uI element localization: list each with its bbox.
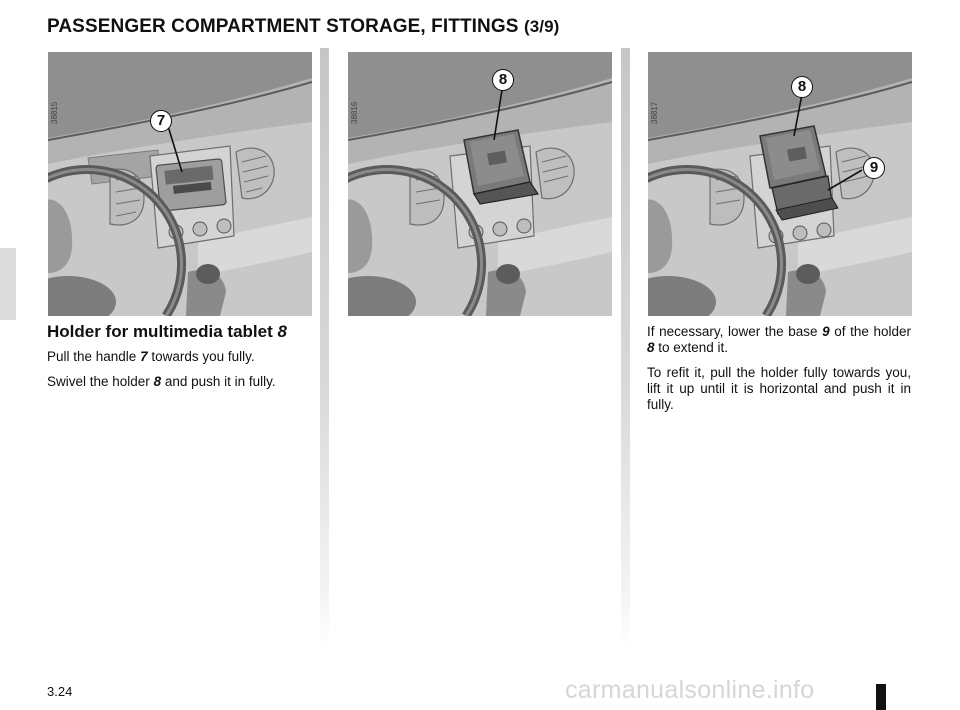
callout-8: 8 <box>492 69 514 91</box>
callout-8: 8 <box>791 76 813 98</box>
column-divider-1 <box>320 48 329 648</box>
watermark: carmanualsonline.info <box>565 676 815 704</box>
title-part-indicator: (3/9) <box>523 17 560 36</box>
title-main: PASSENGER COMPARTMENT STORAGE, FITTINGS <box>47 16 519 37</box>
heading-text: Holder for multimedia tablet <box>47 322 278 341</box>
dashboard-illustration-3 <box>648 52 912 316</box>
page-edge-marker <box>876 684 886 710</box>
figure-code-1: 38815 <box>50 101 59 124</box>
instruction-swivel-holder: Swivel the holder 8 and push it in fully. <box>47 374 276 389</box>
figure-handle-7 <box>48 52 312 316</box>
figure-code-3: 38817 <box>650 101 659 124</box>
callout-7: 7 <box>150 110 172 132</box>
figure-code-2: 38816 <box>350 101 359 124</box>
column-divider-2 <box>621 48 630 648</box>
dashboard-illustration-2 <box>348 52 612 316</box>
page-number: 3.24 <box>47 684 73 699</box>
instruction-refit: To refit it, pull the holder fully towards you, lift it up until it is horizontal and push it in fully. <box>647 365 911 412</box>
ref-8: 8 <box>153 374 162 389</box>
callout-9: 9 <box>863 157 885 179</box>
instruction-pull-handle: Pull the handle 7 towards you fully. <box>47 349 255 364</box>
ref-7: 7 <box>140 349 148 364</box>
section-heading <box>47 322 287 342</box>
page-title <box>47 16 559 38</box>
side-tab-marker <box>0 248 16 320</box>
dashboard-illustration-1 <box>48 52 312 316</box>
ref-8: 8 <box>647 340 655 355</box>
ref-9: 9 <box>822 324 830 339</box>
heading-ref-8: 8 <box>277 322 287 341</box>
figure-holder-8-deployed <box>348 52 612 316</box>
figure-holder-8-base-9 <box>648 52 912 316</box>
instruction-lower-base: If necessary, lower the base 9 of the holder 8 to extend it. <box>647 324 911 355</box>
